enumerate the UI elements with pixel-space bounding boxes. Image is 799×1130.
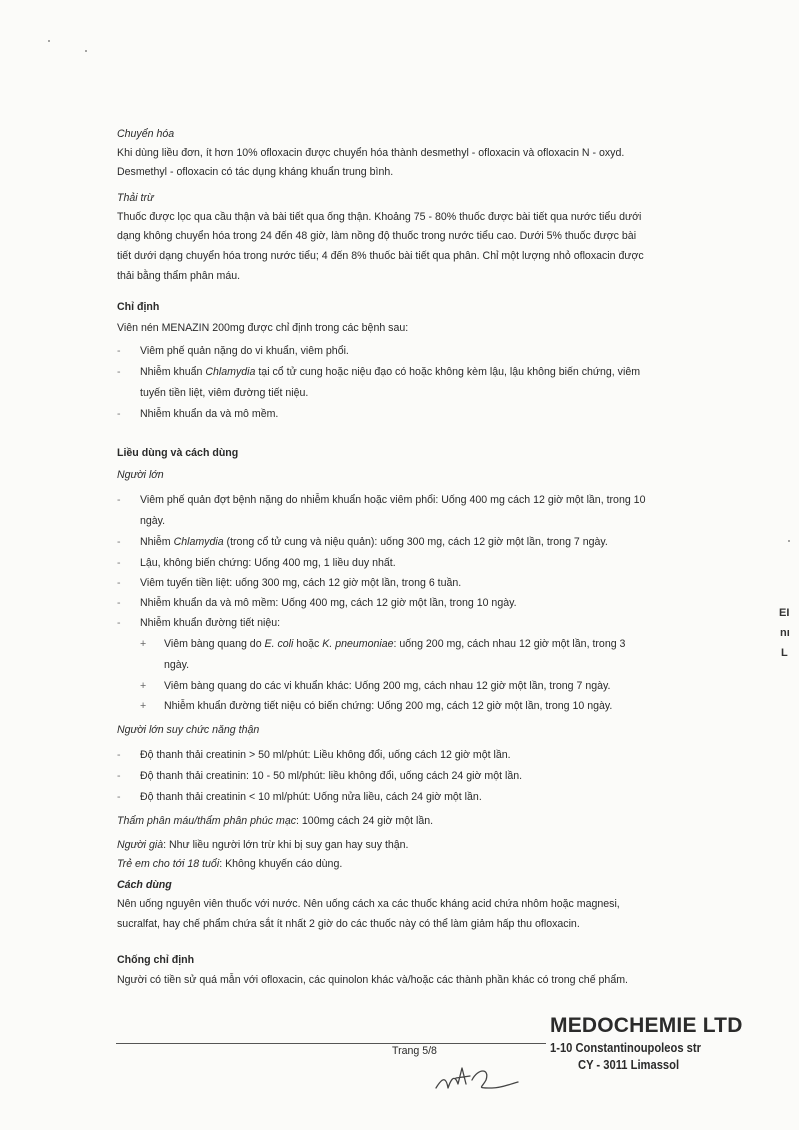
page-number: Trang 5/8 [392,1045,437,1057]
indication-item: Viêm phế quản nặng do vi khuẩn, viêm phổi. [140,345,349,357]
children-line: Trẻ em cho tới 18 tuổi: Không khuyến cáo dùng. [117,858,343,870]
bullet-dash: - [117,597,121,609]
dosage-subitem: Viêm bàng quang do các vi khuẩn khác: Uống 200 mg, cách nhau 12 giờ một lần, trong 7 ngày. [164,680,611,692]
dosage-item: Viêm tuyến tiền liệt: uống 300 mg, cách 12 giờ một lần, trong 6 tuần. [140,577,462,589]
contraindications-line: Người có tiền sử quá mẫn với ofloxacin, các quinolon khác và/hoặc các thành phần khác có trong chế phẩm. [117,974,628,986]
elimination-line: tiết dưới dạng chuyển hóa trong nước tiểu; 4 đến 8% thuốc bài tiết qua phân. Chỉ một lượng nhỏ ofloxacin được [117,250,644,262]
dosage-subitem: Nhiễm khuẩn đường tiết niệu có biến chứng: Uống 200 mg, cách 12 giờ một lần, trong 10 ngày. [164,700,613,712]
bullet-dash: - [117,577,121,589]
metabolism-heading: Chuyển hóa [117,128,175,140]
bullet-dash: - [117,617,121,629]
bullet-dash: - [117,408,121,420]
margin-mark: L [781,647,788,659]
bullet-dash: - [117,770,121,782]
dosage-subitem: Viêm bàng quang do E. coli hoặc K. pneumoniae: uống 200 mg, cách nhau 12 giờ một lần, trong 3 [164,638,626,650]
dosage-heading: Liều dùng và cách dùng [117,447,239,459]
dialysis-line: Thẩm phân máu/thẩm phân phúc mạc: 100mg cách 24 giờ một lần. [117,815,434,827]
scan-speck [48,40,50,42]
renal-item: Độ thanh thải creatinin: 10 - 50 ml/phút: liều không đổi, uống cách 24 giờ một lần. [140,770,523,782]
bullet-dash: - [117,749,121,761]
elderly-line: Người già: Như liều người lớn trừ khi bị suy gan hay suy thận. [117,839,409,851]
bullet-dash: - [117,366,121,378]
administration-line: Nên uống nguyên viên thuốc với nước. Nên uống cách xa các thuốc kháng acid chứa nhôm hoặc magnesi, [117,898,620,910]
dosage-item: Nhiễm khuẩn đường tiết niệu: [140,617,281,629]
bullet-dash: - [117,791,121,803]
footer-rule [116,1043,546,1044]
indications-heading: Chỉ định [117,301,160,313]
bullet-dash: - [117,557,121,569]
indication-item: Nhiễm khuẩn da và mô mềm. [140,408,279,420]
metabolism-line: Desmethyl - ofloxacin có tác dụng kháng khuẩn trung bình. [117,166,394,178]
dosage-item: Nhiễm Chlamydia (trong cổ tử cung và niệu quản): uống 300 mg, cách 12 giờ một lần, trong 7 ngày. [140,536,608,548]
margin-mark: nı [780,627,790,639]
renal-item: Độ thanh thải creatinin < 10 ml/phút: Uống nửa liều, cách 24 giờ một lần. [140,791,482,803]
bullet-plus: + [140,638,147,650]
bullet-dash: - [117,536,121,548]
scan-speck [85,50,87,52]
administration-heading: Cách dùng [117,879,172,891]
renal-heading: Người lớn suy chức năng thận [117,724,260,736]
bullet-plus: + [140,680,147,692]
bullet-dash: - [117,345,121,357]
indication-item-continued: tuyến tiền liệt, viêm đường tiết niệu. [140,387,309,399]
margin-mark: EI [779,607,790,619]
elimination-line: dạng không chuyển hóa trong 24 đến 48 giờ, làm nồng độ thuốc trong nước tiểu cao. Dưới 5% thuốc được bài [117,230,637,242]
dosage-item: Lậu, không biến chứng: Uống 400 mg, 1 liều duy nhất. [140,557,396,569]
dosage-item-continued: ngày. [140,515,166,527]
dosage-subitem-continued: ngày. [164,659,190,671]
elimination-heading: Thải trừ [117,192,154,204]
dosage-item: Viêm phế quản đợt bệnh nặng do nhiễm khuẩn hoặc viêm phổi: Uống 400 mg cách 12 giờ một lần, trong 10 [140,494,646,506]
elimination-line: Thuốc được lọc qua cầu thận và bài tiết qua ống thận. Khoảng 75 - 80% thuốc được bài tiết qua nước tiểu dưới [117,211,642,223]
elimination-line: thải bằng thẩm phân máu. [117,270,241,282]
company-stamp-address: 1-10 Constantinoupoleos str [550,1040,701,1055]
adults-heading: Người lớn [117,469,164,481]
indication-item: Nhiễm khuẩn Chlamydia tại cổ tử cung hoặc niệu đạo có hoặc không kèm lậu, lậu không biến chứng, viêm [140,366,641,378]
bullet-plus: + [140,700,147,712]
contraindications-heading: Chống chỉ định [117,954,195,966]
renal-item: Độ thanh thải creatinin > 50 ml/phút: Liều không đổi, uống cách 12 giờ một lần. [140,749,511,761]
company-stamp-city: CY - 3011 Limassol [578,1057,680,1072]
dosage-item: Nhiễm khuẩn da và mô mềm: Uống 400 mg, cách 12 giờ một lần, trong 10 ngày. [140,597,517,609]
bullet-dash: - [117,494,121,506]
indications-intro: Viên nén MENAZIN 200mg được chỉ định trong các bệnh sau: [117,322,409,334]
metabolism-line: Khi dùng liều đơn, ít hơn 10% ofloxacin được chuyển hóa thành desmethyl - ofloxacin và ofloxacin N - oxyd. [117,147,625,159]
scan-speck [788,540,790,542]
administration-line: sucralfat, hay chế phẩm chứa sắt ít nhất 2 giờ do các thuốc này có thể làm giảm hấp thu ofloxacin. [117,918,580,930]
handwritten-signature [432,1058,524,1098]
company-stamp-name: MEDOCHEMIE LTD [550,1014,743,1037]
